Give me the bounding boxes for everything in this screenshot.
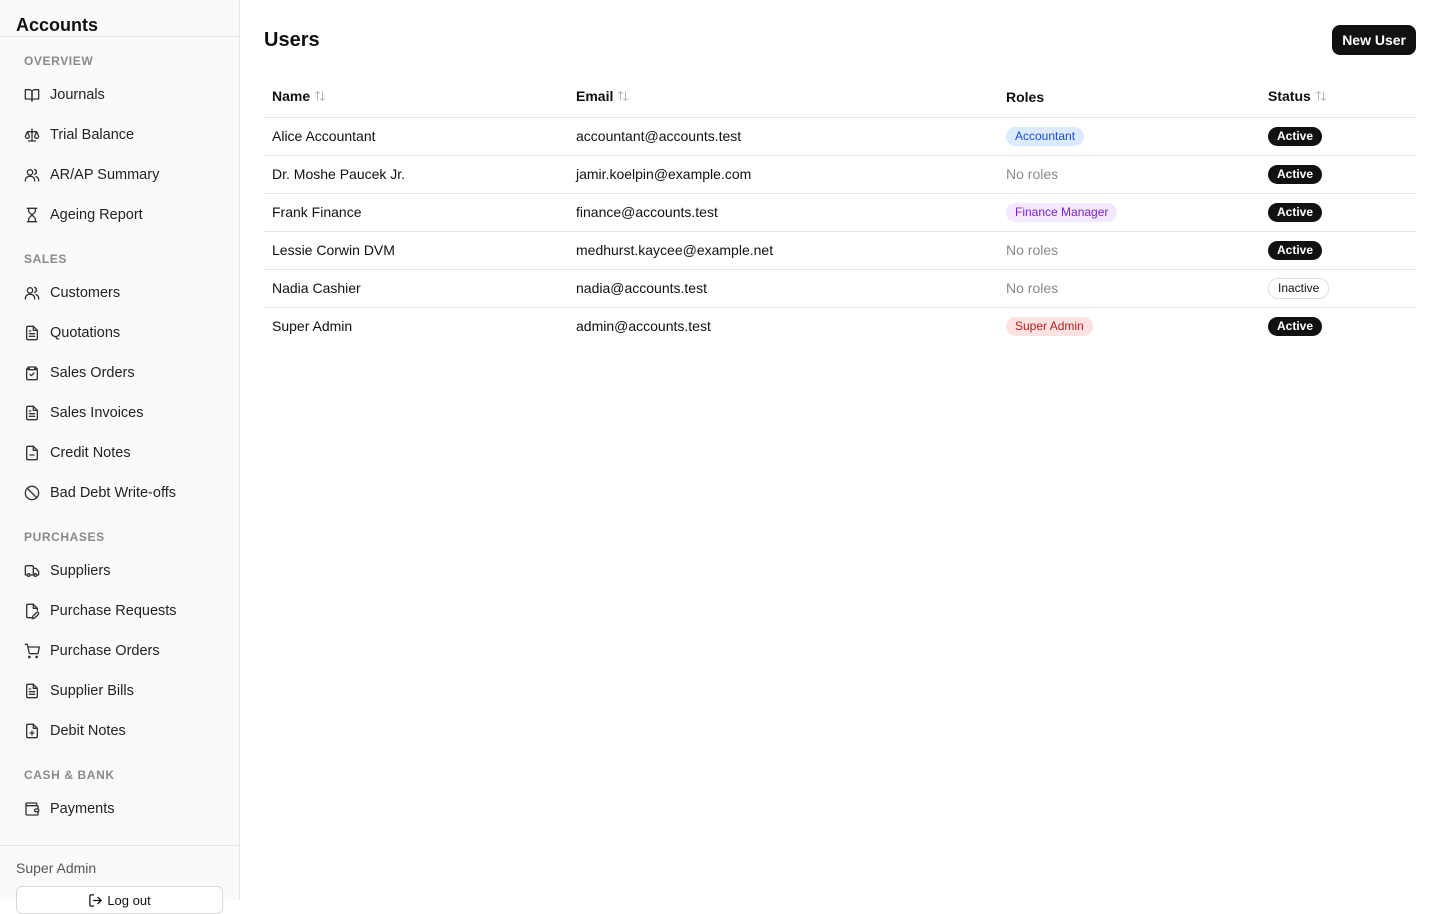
- sidebar-item-supplier-bills[interactable]: [8, 671, 231, 711]
- sidebar-footer: [0, 845, 239, 914]
- user-roles-cell: [998, 269, 1260, 307]
- scale-icon: [24, 127, 40, 143]
- user-status-cell: [1260, 193, 1416, 231]
- sidebar-item-debit-notes[interactable]: [8, 711, 231, 751]
- sidebar-item-journals[interactable]: [8, 75, 231, 115]
- sidebar-item-label: Payments: [50, 801, 115, 817]
- sidebar-item-label: Suppliers: [50, 563, 111, 579]
- user-name-cell: Dr. Moshe Paucek Jr.: [264, 155, 568, 193]
- status-badge: Active: [1268, 165, 1322, 184]
- column-header-label: Email: [576, 88, 614, 105]
- status-badge: Active: [1268, 127, 1322, 146]
- no-roles-text: No roles: [1006, 242, 1059, 258]
- user-name-cell: Super Admin: [272, 318, 353, 335]
- logout-label: Log out: [107, 892, 151, 908]
- sidebar-item-label: Bad Debt Write-offs: [50, 485, 176, 501]
- user-roles-cell: [998, 231, 1260, 269]
- column-header-email[interactable]: [568, 77, 998, 117]
- user-status-cell: [1260, 117, 1416, 155]
- table-row[interactable]: [264, 269, 1416, 307]
- sidebar-section: [8, 767, 231, 829]
- sidebar-section-label: CASH & BANK: [24, 768, 115, 782]
- table-row[interactable]: [264, 193, 1416, 231]
- column-header-name[interactable]: [264, 77, 568, 117]
- table-row[interactable]: [264, 307, 1416, 345]
- column-header-label: Roles: [1006, 88, 1045, 105]
- user-status-cell: [1260, 231, 1416, 269]
- log-out-icon: [88, 893, 103, 908]
- file-minus-icon: [24, 445, 40, 461]
- table-row[interactable]: [264, 155, 1416, 193]
- status-badge: Active: [1268, 241, 1322, 260]
- wallet-icon: [24, 801, 40, 817]
- status-badge: Active: [1268, 317, 1322, 336]
- no-roles-text: No roles: [1006, 166, 1059, 182]
- book-icon: [24, 87, 40, 103]
- table-row[interactable]: [264, 117, 1416, 155]
- users-icon: [24, 285, 40, 301]
- column-header-label: Name: [272, 88, 311, 105]
- users-icon: [24, 167, 40, 183]
- user-email-cell: jamir.koelpin@example.com: [568, 155, 998, 193]
- user-email-cell: nadia@accounts.test: [568, 269, 998, 307]
- logout-button[interactable]: [16, 886, 223, 914]
- sidebar-item-label: Customers: [50, 285, 121, 301]
- sidebar-item-label: Sales Orders: [50, 365, 135, 381]
- user-roles-cell: [998, 155, 1260, 193]
- role-badge: Finance Manager: [1006, 203, 1117, 222]
- sidebar-item-suppliers[interactable]: [8, 551, 231, 591]
- file-plus-icon: [24, 723, 40, 739]
- sidebar-item-payments[interactable]: [8, 789, 231, 829]
- sidebar-nav: [0, 37, 239, 845]
- sidebar-item-sales-orders[interactable]: [8, 353, 231, 393]
- sidebar-item-bad-debt-write-offs[interactable]: [8, 473, 231, 513]
- user-name-cell: Nadia Cashier: [264, 269, 568, 307]
- role-badge: Accountant: [1006, 127, 1084, 146]
- column-header-status[interactable]: [1260, 77, 1416, 117]
- sidebar-item-purchase-orders[interactable]: [8, 631, 231, 671]
- sidebar-item-customers[interactable]: [8, 273, 231, 313]
- table-header-row: [264, 77, 1416, 117]
- status-badge: Inactive: [1268, 278, 1329, 299]
- file-text-icon: [24, 325, 40, 341]
- sidebar-item-label: Journals: [50, 87, 105, 103]
- user-name-cell: Lessie Corwin DVM: [264, 231, 568, 269]
- new-user-button[interactable]: New User: [1332, 25, 1416, 55]
- user-email-cell: accountant@accounts.test: [568, 117, 998, 155]
- truck-icon: [24, 563, 40, 579]
- status-badge: Active: [1268, 203, 1322, 222]
- user-email-cell: admin@accounts.test: [576, 318, 711, 335]
- file-text-icon: [24, 405, 40, 421]
- sidebar-item-quotations[interactable]: [8, 313, 231, 353]
- user-status-cell: [1260, 155, 1416, 193]
- sidebar-section: [8, 53, 231, 235]
- user-roles-cell: [998, 193, 1260, 231]
- user-roles-cell: [998, 307, 1260, 345]
- users-table: [264, 77, 1416, 345]
- role-badge: Super Admin: [1006, 317, 1093, 336]
- sort-icon: [617, 89, 629, 105]
- sidebar-item-label: Debit Notes: [50, 723, 126, 739]
- sidebar-item-label: Supplier Bills: [50, 683, 134, 699]
- sidebar-section-label: SALES: [24, 252, 68, 266]
- sidebar-item-credit-notes[interactable]: [8, 433, 231, 473]
- sidebar-item-label: Sales Invoices: [50, 405, 144, 421]
- column-header-label: Status: [1268, 88, 1311, 105]
- sidebar-item-purchase-requests[interactable]: [8, 591, 231, 631]
- sidebar-section: [8, 529, 231, 751]
- sidebar-item-label: Trial Balance: [50, 127, 135, 143]
- hourglass-icon: [24, 207, 40, 223]
- sidebar-item-label: Purchase Requests: [50, 603, 177, 619]
- sidebar-item-ageing-report[interactable]: [8, 195, 231, 235]
- user-roles-cell: [998, 117, 1260, 155]
- sidebar-section-label: PURCHASES: [24, 530, 105, 544]
- page-header: [264, 25, 1416, 55]
- file-text-icon: [24, 683, 40, 699]
- sidebar-item-trial-balance[interactable]: [8, 115, 231, 155]
- user-email-cell: finance@accounts.test: [568, 193, 998, 231]
- user-email-cell: medhurst.kaycee@example.net: [568, 231, 998, 269]
- main-content: [240, 0, 1440, 900]
- sidebar-item-label: Purchase Orders: [50, 643, 160, 659]
- user-status-cell: [1260, 269, 1416, 307]
- column-header-roles: [998, 77, 1260, 117]
- sort-icon: [1315, 89, 1327, 105]
- sidebar-section-label: OVERVIEW: [24, 54, 94, 68]
- file-pen-icon: [24, 603, 40, 619]
- cart-icon: [24, 643, 40, 659]
- sidebar-section: [8, 251, 231, 513]
- user-status-cell: [1260, 307, 1416, 345]
- sidebar-item-label: Quotations: [50, 325, 121, 341]
- sidebar: [0, 0, 240, 908]
- current-user-name: Super Admin: [16, 860, 97, 876]
- sidebar-item-label: Credit Notes: [50, 445, 131, 461]
- clipboard-check-icon: [24, 365, 40, 381]
- app-title: Accounts: [0, 0, 239, 37]
- sidebar-item-sales-invoices[interactable]: [8, 393, 231, 433]
- sidebar-item-label: AR/AP Summary: [50, 167, 160, 183]
- no-roles-text: No roles: [1006, 280, 1059, 296]
- table-row[interactable]: [264, 231, 1416, 269]
- page-title: Users: [264, 28, 320, 51]
- sidebar-item-arap-summary[interactable]: [8, 155, 231, 195]
- user-name-cell: Alice Accountant: [264, 117, 568, 155]
- sort-icon: [314, 89, 326, 105]
- user-name-cell: Frank Finance: [264, 193, 568, 231]
- sidebar-item-label: Ageing Report: [50, 207, 143, 223]
- ban-icon: [24, 485, 40, 501]
